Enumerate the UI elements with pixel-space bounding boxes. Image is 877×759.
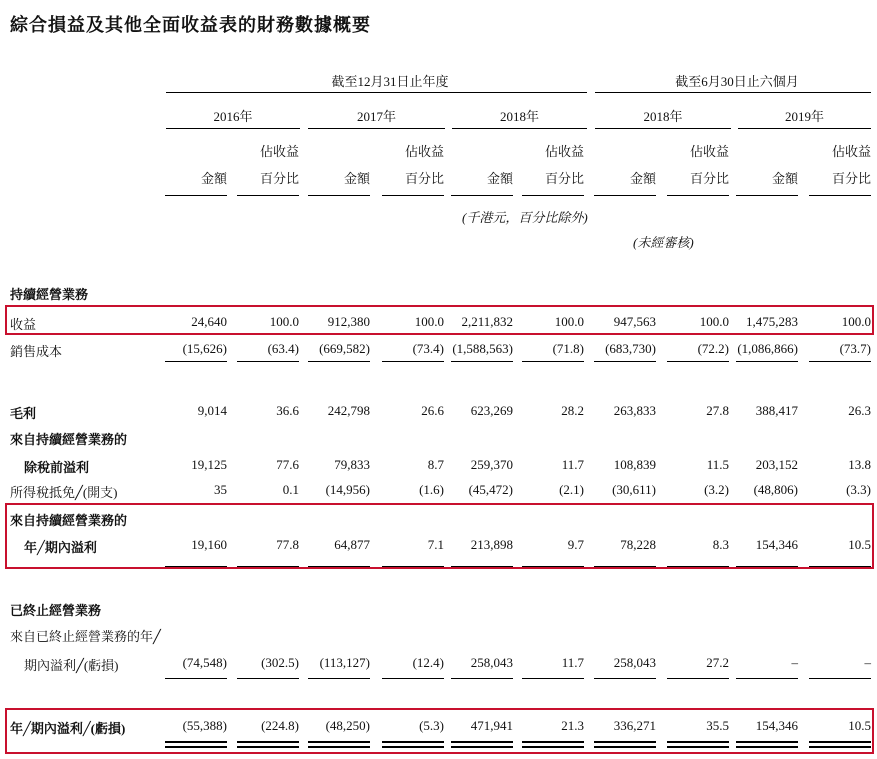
cell-revenue-4: 2,211,832 (461, 314, 513, 329)
rule-after-discontinued (522, 678, 584, 679)
cell-pbt-5: 11.7 (561, 457, 584, 472)
header-year-2018-interim: 2018年 (643, 109, 683, 124)
cell-gross_profit-9: 26.3 (848, 403, 871, 418)
cell-gross_profit-0: 9,014 (197, 403, 227, 418)
cell-cost_of_sales-2: (669,582) (319, 341, 370, 356)
header-annual-period: 截至12月31日止年度 (331, 74, 449, 89)
cell-total-3: (5.3) (419, 718, 444, 733)
rule-after-cost-of-sales (165, 361, 227, 362)
year-rule-2019 (738, 128, 871, 129)
cell-cont_profit-6: 78,228 (620, 537, 656, 552)
col-header-rule (667, 195, 729, 196)
col-header-rule (451, 195, 513, 196)
cell-tax-7: (3.2) (704, 482, 729, 497)
cell-tax-5: (2.1) (559, 482, 584, 497)
cell-cont_profit-1: 77.8 (276, 537, 299, 552)
rule-after-discontinued (736, 678, 798, 679)
rule-after-cost-of-sales (237, 361, 299, 362)
row-label-cont-profit: 年╱期內溢利 (24, 540, 97, 555)
row-label-total: 年╱期內溢利╱(虧損) (10, 721, 126, 736)
cell-cost_of_sales-8: (1,086,866) (737, 341, 798, 356)
cell-disc_profit-5: 11.7 (561, 655, 584, 670)
cell-tax-9: (3.3) (846, 482, 871, 497)
cell-cost_of_sales-5: (71.8) (552, 341, 584, 356)
cell-gross_profit-6: 263,833 (613, 403, 656, 418)
cell-gross_profit-8: 388,417 (755, 403, 798, 418)
row-label-gross-profit: 毛利 (10, 406, 37, 421)
cell-revenue-3: 100.0 (414, 314, 444, 329)
cell-cost_of_sales-7: (72.2) (697, 341, 729, 356)
col-header-pct-line1: 佔收益 (689, 144, 729, 159)
cell-revenue-8: 1,475,283 (746, 314, 798, 329)
cell-disc_profit-6: 258,043 (613, 655, 656, 670)
row-label-tax: 所得稅抵免╱(開支) (10, 485, 118, 500)
cell-total-9: 10.5 (848, 718, 871, 733)
cell-pbt-4: 259,370 (470, 457, 513, 472)
col-header-pct-line2: 百分比 (404, 171, 444, 186)
header-interim-rule (595, 92, 871, 93)
cell-disc_profit-4: 258,043 (470, 655, 513, 670)
rule-after-discontinued (237, 678, 299, 679)
rule-after-cost-of-sales (736, 361, 798, 362)
col-header-rule (522, 195, 584, 196)
header-year-2017: 2017年 (356, 109, 396, 124)
cell-cont_profit-7: 8.3 (712, 537, 729, 552)
rule-after-cost-of-sales (308, 361, 370, 362)
col-header-pct-line2: 百分比 (544, 171, 584, 186)
cell-total-0: (55,388) (182, 718, 227, 733)
section-continuing: 持續經營業務 (10, 287, 89, 302)
cell-cont_profit-0: 19,160 (191, 537, 227, 552)
cell-revenue-1: 100.0 (269, 314, 299, 329)
cell-pbt-0: 19,125 (191, 457, 227, 472)
row-label-disc-profit: 期內溢利╱(虧損) (24, 658, 119, 673)
col-header-pct-line2: 百分比 (259, 171, 299, 186)
col-header-pct-line1: 佔收益 (404, 144, 444, 159)
row-label-cont-profit-line1: 來自持續經營業務的 (10, 513, 128, 528)
cell-total-5: 21.3 (561, 718, 584, 733)
cell-disc_profit-9: – (864, 655, 871, 670)
col-header-rule (237, 195, 299, 196)
col-header-pct-line1: 佔收益 (831, 144, 871, 159)
cell-pbt-7: 11.5 (706, 457, 729, 472)
cell-gross_profit-5: 28.2 (561, 403, 584, 418)
header-annual-rule (166, 92, 587, 93)
cell-gross_profit-2: 242,798 (327, 403, 370, 418)
rule-after-discontinued (594, 678, 656, 679)
header-year-2018: 2018年 (499, 109, 539, 124)
col-header-amount: 金額 (200, 171, 227, 186)
unaudited-note: (未經審核) (633, 235, 694, 250)
cell-tax-6: (30,611) (612, 482, 656, 497)
highlight-continuing-profit-row (5, 503, 874, 569)
rule-after-discontinued (308, 678, 370, 679)
col-header-pct-line1: 佔收益 (544, 144, 584, 159)
col-header-amount: 金額 (771, 171, 798, 186)
cell-tax-8: (48,806) (753, 482, 798, 497)
col-header-pct-line2: 百分比 (831, 171, 871, 186)
row-label-disc-line1: 來自已終止經營業務的年╱ (10, 629, 161, 644)
rule-after-cost-of-sales (522, 361, 584, 362)
cell-pbt-9: 13.8 (848, 457, 871, 472)
cell-revenue-9: 100.0 (841, 314, 871, 329)
cell-pbt-3: 8.7 (427, 457, 444, 472)
cell-total-6: 336,271 (613, 718, 656, 733)
cell-disc_profit-1: (302.5) (261, 655, 299, 670)
cell-pbt-6: 108,839 (613, 457, 656, 472)
cell-gross_profit-4: 623,269 (470, 403, 513, 418)
highlight-revenue-row (5, 305, 874, 335)
cell-cost_of_sales-6: (683,730) (605, 341, 656, 356)
page-title: 綜合損益及其他全面收益表的財務數據概要 (10, 15, 371, 36)
rule-after-cost-of-sales (667, 361, 729, 362)
cell-gross_profit-3: 26.6 (421, 403, 444, 418)
cell-revenue-2: 912,380 (327, 314, 370, 329)
col-header-rule (308, 195, 370, 196)
col-header-rule (809, 195, 871, 196)
header-year-2016: 2016年 (213, 109, 253, 124)
cell-cost_of_sales-9: (73.7) (839, 341, 871, 356)
unit-note: (千港元，百分比除外) (462, 210, 588, 225)
row-label-pbt-line1: 來自持續經營業務的 (10, 432, 128, 447)
row-label-revenue: 收益 (10, 317, 37, 332)
cell-disc_profit-0: (74,548) (182, 655, 227, 670)
cell-disc_profit-2: (113,127) (319, 655, 370, 670)
header-year-2019: 2019年 (784, 109, 824, 124)
cell-cont_profit-4: 213,898 (470, 537, 513, 552)
rule-after-discontinued (165, 678, 227, 679)
cell-cost_of_sales-3: (73.4) (412, 341, 444, 356)
rule-after-cost-of-sales (451, 361, 513, 362)
cell-tax-3: (1.6) (419, 482, 444, 497)
col-header-rule (165, 195, 227, 196)
cell-tax-2: (14,956) (325, 482, 370, 497)
cell-cont_profit-3: 7.1 (427, 537, 444, 552)
cell-total-1: (224.8) (261, 718, 299, 733)
cell-revenue-5: 100.0 (554, 314, 584, 329)
cell-revenue-0: 24,640 (191, 314, 227, 329)
cell-cost_of_sales-4: (1,588,563) (452, 341, 513, 356)
cell-pbt-1: 77.6 (276, 457, 299, 472)
cell-pbt-2: 79,833 (334, 457, 370, 472)
cell-total-2: (48,250) (325, 718, 370, 733)
rule-after-discontinued (451, 678, 513, 679)
cell-revenue-7: 100.0 (699, 314, 729, 329)
cell-cont_profit-2: 64,877 (334, 537, 370, 552)
rule-after-discontinued (667, 678, 729, 679)
col-header-pct-line1: 佔收益 (259, 144, 299, 159)
rule-after-discontinued (809, 678, 871, 679)
year-rule-2016 (166, 128, 300, 129)
rule-after-discontinued (382, 678, 444, 679)
cell-disc_profit-8: – (791, 655, 798, 670)
cell-total-4: 471,941 (470, 718, 513, 733)
col-header-pct-line2: 百分比 (689, 171, 729, 186)
cell-cost_of_sales-0: (15,626) (182, 341, 227, 356)
col-header-amount: 金額 (486, 171, 513, 186)
rule-after-cost-of-sales (382, 361, 444, 362)
cell-pbt-8: 203,152 (755, 457, 798, 472)
cell-disc_profit-7: 27.2 (706, 655, 729, 670)
col-header-amount: 金額 (343, 171, 370, 186)
cell-cont_profit-5: 9.7 (567, 537, 584, 552)
year-rule-2018 (452, 128, 587, 129)
year-rule-2017 (308, 128, 445, 129)
row-label-pbt: 除稅前溢利 (24, 460, 90, 475)
col-header-rule (382, 195, 444, 196)
cell-cont_profit-8: 154,346 (755, 537, 798, 552)
year-rule-2018-interim (595, 128, 731, 129)
row-label-cost-of-sales: 銷售成本 (10, 344, 63, 359)
rule-after-cost-of-sales (809, 361, 871, 362)
cell-gross_profit-1: 36.6 (276, 403, 299, 418)
cell-cost_of_sales-1: (63.4) (267, 341, 299, 356)
cell-tax-0: 35 (214, 482, 227, 497)
header-interim-period: 截至6月30日止六個月 (675, 74, 799, 89)
col-header-amount: 金額 (629, 171, 656, 186)
cell-disc_profit-3: (12.4) (412, 655, 444, 670)
cell-cont_profit-9: 10.5 (848, 537, 871, 552)
cell-tax-4: (45,472) (468, 482, 513, 497)
cell-tax-1: 0.1 (282, 482, 299, 497)
cell-gross_profit-7: 27.8 (706, 403, 729, 418)
col-header-rule (736, 195, 798, 196)
cell-revenue-6: 947,563 (613, 314, 656, 329)
highlight-total-row (5, 708, 874, 754)
section-discontinued: 已終止經營業務 (10, 603, 102, 618)
col-header-rule (594, 195, 656, 196)
cell-total-8: 154,346 (755, 718, 798, 733)
cell-total-7: 35.5 (706, 718, 729, 733)
rule-after-cost-of-sales (594, 361, 656, 362)
